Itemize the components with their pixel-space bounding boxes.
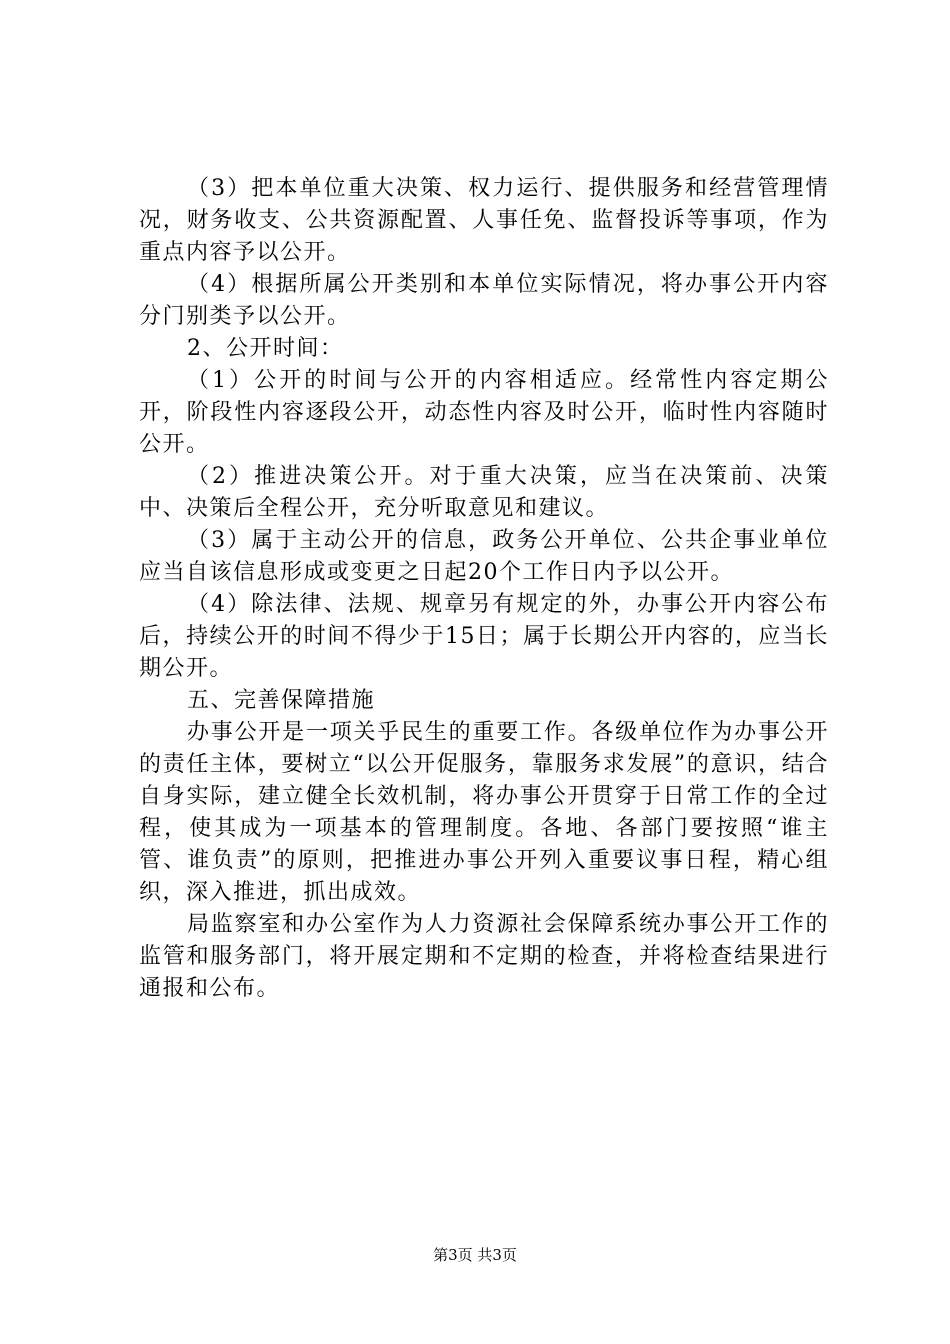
page-number-footer: 第3页 共3页 [433,1246,517,1264]
paragraph-item-3-content: （3）把本单位重大决策、权力运行、提供服务和经营管理情况，财务收支、公共资源配置、人事任免、监督投诉等事项，作为重点内容予以公开。 [139,176,829,265]
paragraph-supervision: 局监察室和办公室作为人力资源社会保障系统办事公开工作的监管和服务部门，将开展定期和不定期的检查，并将检查结果进行通报和公布。 [139,912,829,1001]
document-body [139,173,829,1005]
paragraph-item-4-content: （4）根据所属公开类别和本单位实际情况，将办事公开内容分门别类予以公开。 [139,272,829,329]
paragraph-time-item-1: （1）公开的时间与公开的内容相适应。经常性内容定期公开，阶段性内容逐段公开，动态性内容及时公开，临时性内容随时公开。 [139,368,829,457]
paragraph-time-item-4: （4）除法律、法规、规章另有规定的外，办事公开内容公布后，持续公开的时间不得少于15日；属于长期公开内容的，应当长期公开。 [139,592,829,681]
section-heading-disclosure-time: 2、公开时间： [187,336,344,361]
paragraph-time-item-3: （3）属于主动公开的信息，政务公开单位、公共企事业单位应当自该信息形成或变更之日起20个工作日内予以公开。 [139,528,829,585]
paragraph-time-item-2: （2）推进决策公开。对于重大决策，应当在决策前、决策中、决策后全程公开，充分听取意见和建议。 [139,464,829,521]
section-heading-safeguards: 五、完善保障措施 [187,688,376,713]
paragraph-safeguards-body: 办事公开是一项关乎民生的重要工作。各级单位作为办事公开的责任主体，要树立“以公开促服务，靠服务求发展”的意识，结合自身实际，建立健全长效机制，将办事公开贯穿于日常工作的全过程，使其成为一项基本的管理制度。各地、各部门要按照“谁主管、谁负责”的原则，把推进办事公开列入重要议事日程，精心组织，深入推进，抓出成效。 [139,720,829,905]
